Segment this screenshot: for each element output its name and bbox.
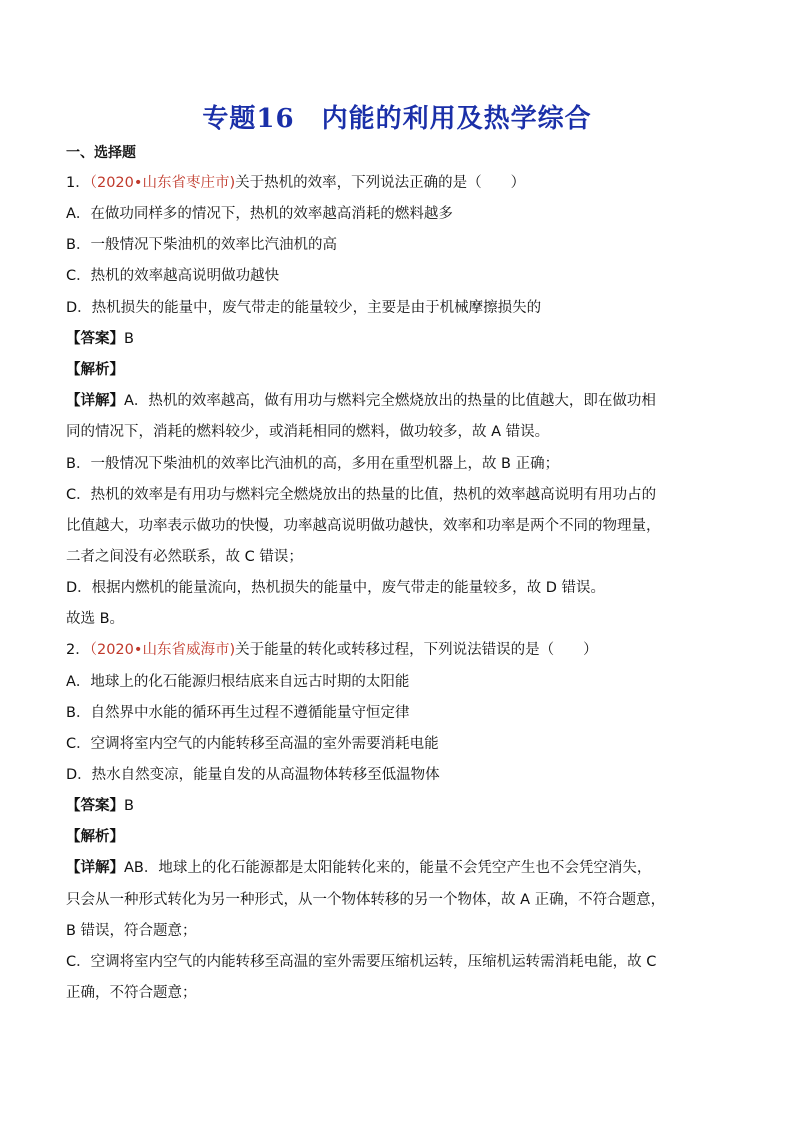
detail-line: 二者之间没有必然联系，故 C 错误； bbox=[66, 549, 303, 565]
answer-line bbox=[66, 796, 134, 816]
detail-tag: 【详解】 bbox=[66, 393, 124, 409]
detail-line: 比值越大，功率表示做功的快慢，功率越高说明做功越快，效率和功率是两个不同的物理量， bbox=[66, 518, 661, 534]
option-a: A．在做功同样多的情况下，热机的效率越高消耗的燃料越多 bbox=[66, 206, 453, 222]
answer-value: B bbox=[124, 331, 134, 347]
option-d: D．热水自然变凉，能量自发的从高温物体转移至低温物体 bbox=[66, 767, 440, 783]
answer-tag: 【答案】 bbox=[66, 798, 124, 814]
analysis-tag: 【解析】 bbox=[66, 829, 124, 845]
option-c: C．空调将室内空气的内能转移至高温的室外需要消耗电能 bbox=[66, 736, 439, 752]
detail-line: B 错误，符合题意； bbox=[66, 923, 197, 939]
detail-line: 故选 B。 bbox=[66, 611, 125, 627]
question-stem: 关于能量的转化或转移过程，下列说法错误的是（ ） bbox=[235, 642, 598, 658]
option-c: C．热机的效率越高说明做功越快 bbox=[66, 268, 280, 284]
question-number: 2． bbox=[66, 642, 90, 658]
detail-text: A．热机的效率越高，做有用功与燃料完全燃烧放出的热量的比值越大，即在做功相 bbox=[124, 393, 656, 409]
detail-line: 只会从一种形式转化为另一种形式，从一个物体转移的另一个物体，故 A 正确，不符合题意， bbox=[66, 892, 666, 908]
question-1-stem-line bbox=[66, 173, 525, 193]
detail-line: B．一般情况下柴油机的效率比汽油机的高，多用在重型机器上，故 B 正确； bbox=[66, 456, 560, 472]
answer-line bbox=[66, 329, 134, 349]
question-number: 1． bbox=[66, 175, 90, 191]
detail-line bbox=[66, 858, 651, 878]
detail-line: C．热机的效率是有用功与燃料完全燃烧放出的热量的比值，热机的效率越高说明有用功占的 bbox=[66, 487, 657, 503]
answer-value: B bbox=[124, 798, 134, 814]
option-d: D．热机损失的能量中，废气带走的能量较少，主要是由于机械摩擦损失的 bbox=[66, 300, 542, 316]
detail-line: C．空调将室内空气的内能转移至高温的室外需要压缩机运转，压缩机运转需消耗电能，故 C bbox=[66, 954, 657, 970]
question-2-stem-line bbox=[66, 640, 598, 660]
detail-line: D．根据内燃机的能量流向，热机损失的能量中，废气带走的能量较多，故 D 错误。 bbox=[66, 580, 606, 596]
option-b: B．一般情况下柴油机的效率比汽油机的高 bbox=[66, 237, 337, 253]
detail-line: 同的情况下，消耗的燃料较少，或消耗相同的燃料，做功较多，故 A 错误。 bbox=[66, 424, 550, 440]
option-b: B．自然界中水能的循环再生过程不遵循能量守恒定律 bbox=[66, 705, 410, 721]
answer-tag: 【答案】 bbox=[66, 331, 124, 347]
option-a: A．地球上的化石能源归根结底来自远古时期的太阳能 bbox=[66, 674, 410, 690]
section-heading: 一、选择题 bbox=[66, 145, 136, 161]
analysis-tag: 【解析】 bbox=[66, 362, 124, 378]
page-title: 专题16 内能的利用及热学综合 bbox=[202, 104, 592, 134]
question-source: （2020•山东省威海市) bbox=[89, 642, 236, 658]
question-stem: 关于热机的效率，下列说法正确的是（ ） bbox=[235, 175, 526, 191]
detail-text: AB．地球上的化石能源都是太阳能转化来的，能量不会凭空产生也不会凭空消失， bbox=[124, 860, 652, 876]
detail-tag: 【详解】 bbox=[66, 860, 124, 876]
detail-line: 正确，不符合题意； bbox=[66, 985, 197, 1001]
detail-line bbox=[66, 391, 656, 411]
question-source: （2020•山东省枣庄市) bbox=[89, 175, 236, 191]
